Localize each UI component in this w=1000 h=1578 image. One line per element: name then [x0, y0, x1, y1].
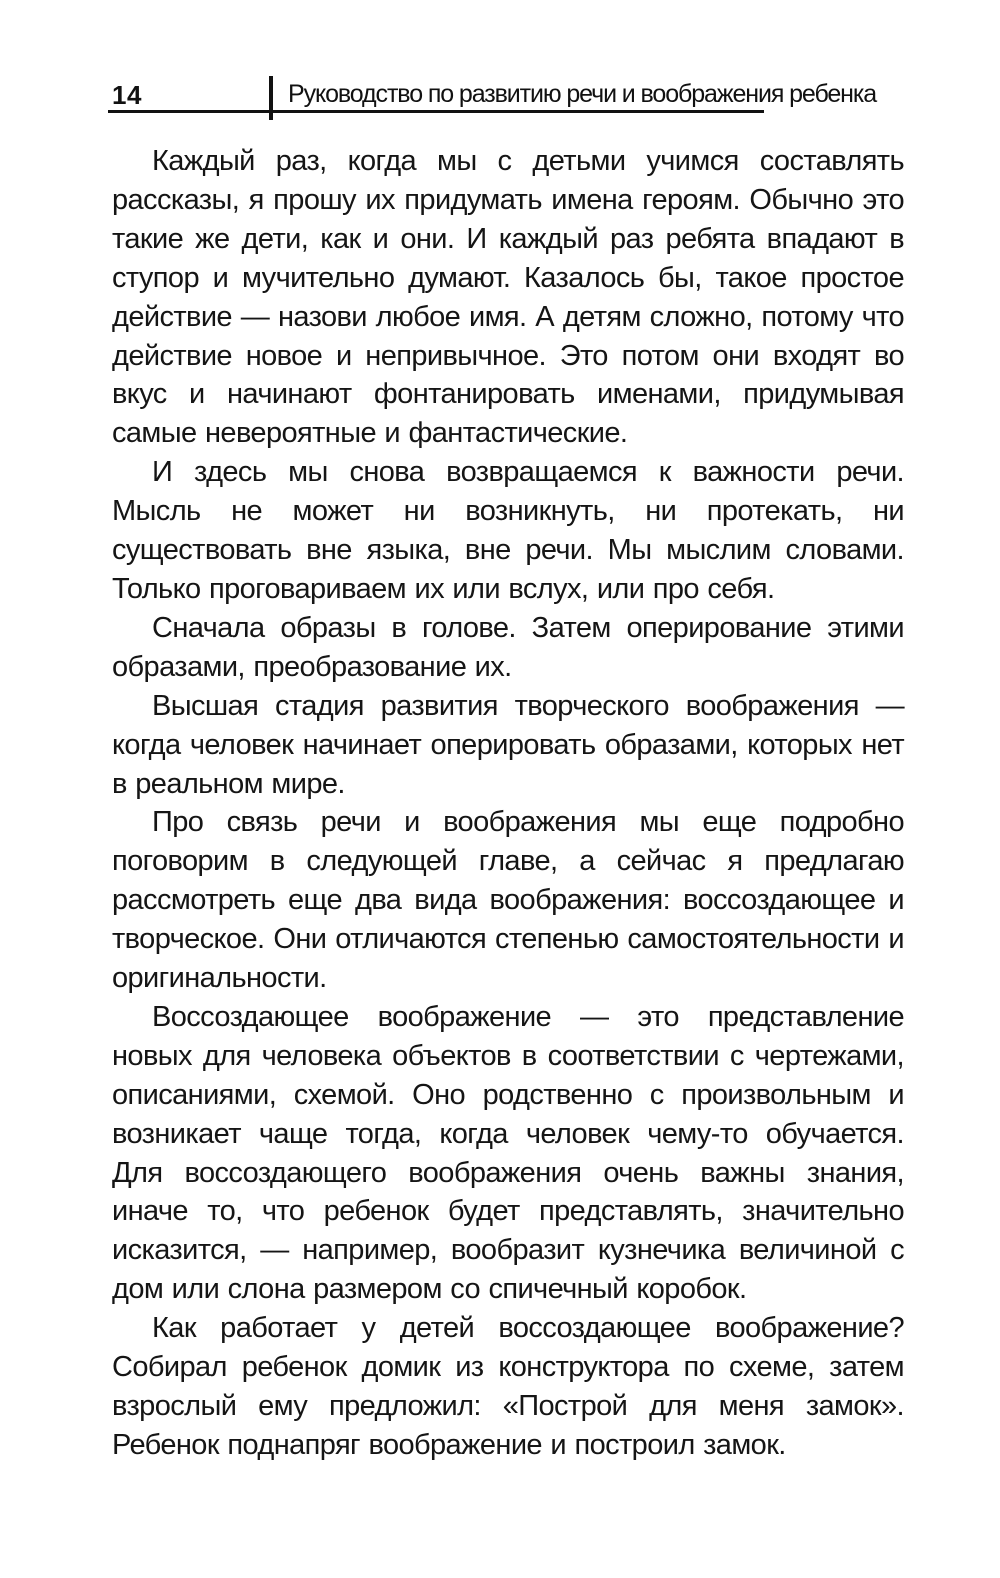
body-text	[112, 142, 904, 1465]
paragraph-1: Каждый раз, когда мы с детьми учимся составлять рассказы, я прошу их придумать имена героям. Обычно это такие же дети, как и они. И каждый раз ребята впадают в ступор и мучительно думают. Казалось бы, такое простое действие — назови любое имя. А детям сложно, потому что действие новое и непривычное. Это потом они входят во вкус и начинают фонтанировать именами, придумывая самые невероятные и фантастические.	[112, 145, 904, 450]
paragraph-6: Воссоздающее воображение — это представление новых для человека объектов в соответствии с чертежами, описаниями, схемой. Оно родственно с произвольным и возникает чаще тогда, когда человек чему-то обучается. Для воссоздающего воображения очень важны знания, иначе то, что ребенок будет представлять, значительно исказится, — например, вообразит кузнечика величиной с дом или слона размером со спичечный коробок.	[112, 1000, 904, 1306]
header-rule	[108, 110, 764, 113]
paragraph-2: И здесь мы снова возвращаемся к важности речи. Мысль не может ни возникнуть, ни протекать, ни существовать вне языка, вне речи. Мы мыслим словами. Только проговариваем их или вслух, или про себя.	[112, 456, 904, 605]
page-header	[108, 72, 908, 120]
page-number: 14	[112, 80, 142, 110]
paragraph-7: Как работает у детей воссоздающее воображение? Собирал ребенок домик из конструктора по схеме, затем взрослый ему предложил: «Построй для меня замок». Ребенок поднапряг воображение и построил замок.	[112, 1312, 904, 1461]
running-title: Руководство по развитию речи и воображения ребенка	[288, 80, 877, 108]
paragraph-3: Сначала образы в голове. Затем оперирование этими образами, преобразование их.	[112, 611, 904, 683]
paragraph-5: Про связь речи и воображения мы еще подробно поговорим в следующей главе, а сейчас я предлагаю рассмотреть еще два вида воображения: воссоздающее и творческое. Они отличаются степенью самостоятельности и оригинальности.	[112, 806, 904, 995]
header-divider	[269, 76, 273, 120]
paragraph-4: Высшая стадия развития творческого воображения — когда человек начинает оперировать образами, которых нет в реальном мире.	[112, 689, 904, 800]
